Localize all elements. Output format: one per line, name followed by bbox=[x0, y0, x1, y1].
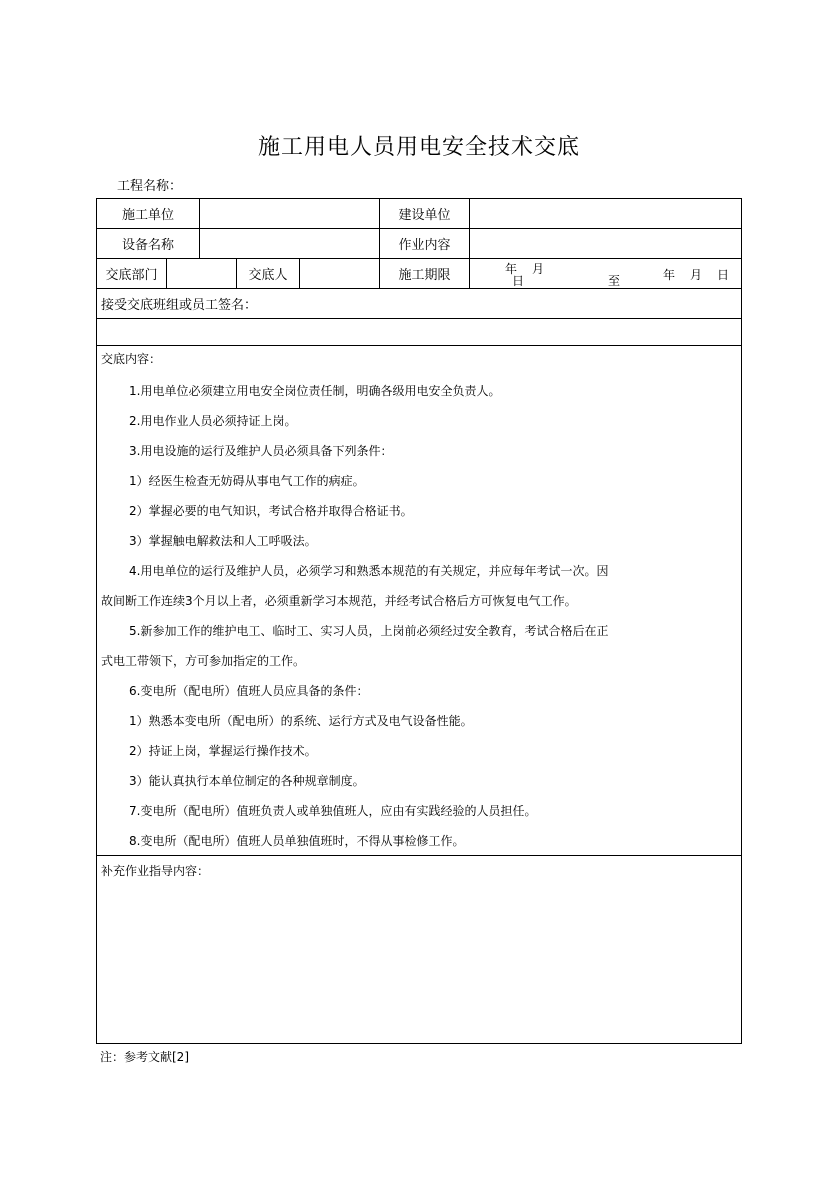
equipment-name-field[interactable] bbox=[200, 229, 380, 258]
work-content-field[interactable] bbox=[470, 229, 741, 258]
construction-unit-label: 施工单位 bbox=[97, 199, 200, 228]
row-units bbox=[97, 199, 741, 229]
build-unit-field[interactable] bbox=[470, 199, 741, 228]
period-to: 至 bbox=[608, 274, 621, 288]
content-line: 7.变电所（配电所）值班负责人或单独值班人，应由有实践经验的人员担任。 bbox=[129, 804, 537, 818]
signature-label: 接受交底班组或员工签名： bbox=[101, 298, 258, 313]
handover-content-section bbox=[97, 346, 741, 856]
handover-dept-label: 交底部门 bbox=[97, 259, 167, 288]
content-line: 4.用电单位的运行及维护人员，必须学习和熟悉本规范的有关规定，并应每年考试一次。因 bbox=[129, 564, 609, 578]
construction-period-label: 施工期限 bbox=[380, 259, 470, 288]
content-line: 2.用电作业人员必须持证上岗。 bbox=[129, 414, 297, 428]
content-line: 8.变电所（配电所）值班人员单独值班时，不得从事检修工作。 bbox=[129, 834, 465, 848]
period-day-start: 日 bbox=[512, 274, 525, 288]
period-year-end: 年 bbox=[663, 268, 676, 282]
footnote: 注：参考文献[2] bbox=[100, 1050, 189, 1064]
content-line: 3.用电设施的运行及维护人员必须具备下列条件： bbox=[129, 444, 393, 458]
project-name-label: 工程名称： bbox=[117, 179, 183, 194]
content-line: 6.变电所（配电所）值班人员应具备的条件： bbox=[129, 684, 369, 698]
period-month-start: 月 bbox=[532, 262, 545, 276]
content-line: 1）熟悉本变电所（配电所）的系统、运行方式及电气设备性能。 bbox=[129, 714, 473, 728]
signature-field[interactable] bbox=[97, 319, 741, 346]
content-line: 1）经医生检查无妨碍从事电气工作的病症。 bbox=[129, 474, 365, 488]
construction-period-field[interactable] bbox=[470, 259, 741, 288]
supplement-section[interactable] bbox=[97, 856, 741, 1043]
content-heading: 交底内容： bbox=[101, 352, 162, 366]
content-line: 2）持证上岗，掌握运行操作技术。 bbox=[129, 744, 317, 758]
handover-person-field[interactable] bbox=[300, 259, 380, 288]
equipment-name-label: 设备名称 bbox=[97, 229, 200, 258]
content-line: 2）掌握必要的电气知识，考试合格并取得合格证书。 bbox=[129, 504, 413, 518]
handover-form-table bbox=[96, 198, 742, 1044]
period-day-end: 日 bbox=[717, 268, 730, 282]
period-year-start: 年 bbox=[505, 262, 518, 276]
handover-person-label: 交底人 bbox=[237, 259, 300, 288]
row-equipment bbox=[97, 229, 741, 259]
content-line: 1.用电单位必须建立用电安全岗位责任制，明确各级用电安全负责人。 bbox=[129, 384, 501, 398]
content-line: 3）能认真执行本单位制定的各种规章制度。 bbox=[129, 774, 365, 788]
supplement-heading: 补充作业指导内容： bbox=[101, 864, 210, 878]
work-content-label: 作业内容 bbox=[380, 229, 470, 258]
period-month-end: 月 bbox=[690, 268, 703, 282]
row-signature-label bbox=[97, 289, 741, 319]
content-line: 故间断工作连续3个月以上者，必须重新学习本规范，并经考试合格后方可恢复电气工作。 bbox=[101, 594, 577, 608]
content-line: 式电工带领下，方可参加指定的工作。 bbox=[101, 654, 306, 668]
build-unit-label: 建设单位 bbox=[380, 199, 470, 228]
content-line: 5.新参加工作的维护电工、临时工、实习人员，上岗前必须经过安全教育，考试合格后在正 bbox=[129, 624, 609, 638]
row-handover bbox=[97, 259, 741, 289]
page-title: 施工用电人员用电安全技术交底 bbox=[257, 135, 580, 160]
content-line: 3）掌握触电解救法和人工呼吸法。 bbox=[129, 534, 317, 548]
handover-dept-field[interactable] bbox=[167, 259, 237, 288]
construction-unit-field[interactable] bbox=[200, 199, 380, 228]
